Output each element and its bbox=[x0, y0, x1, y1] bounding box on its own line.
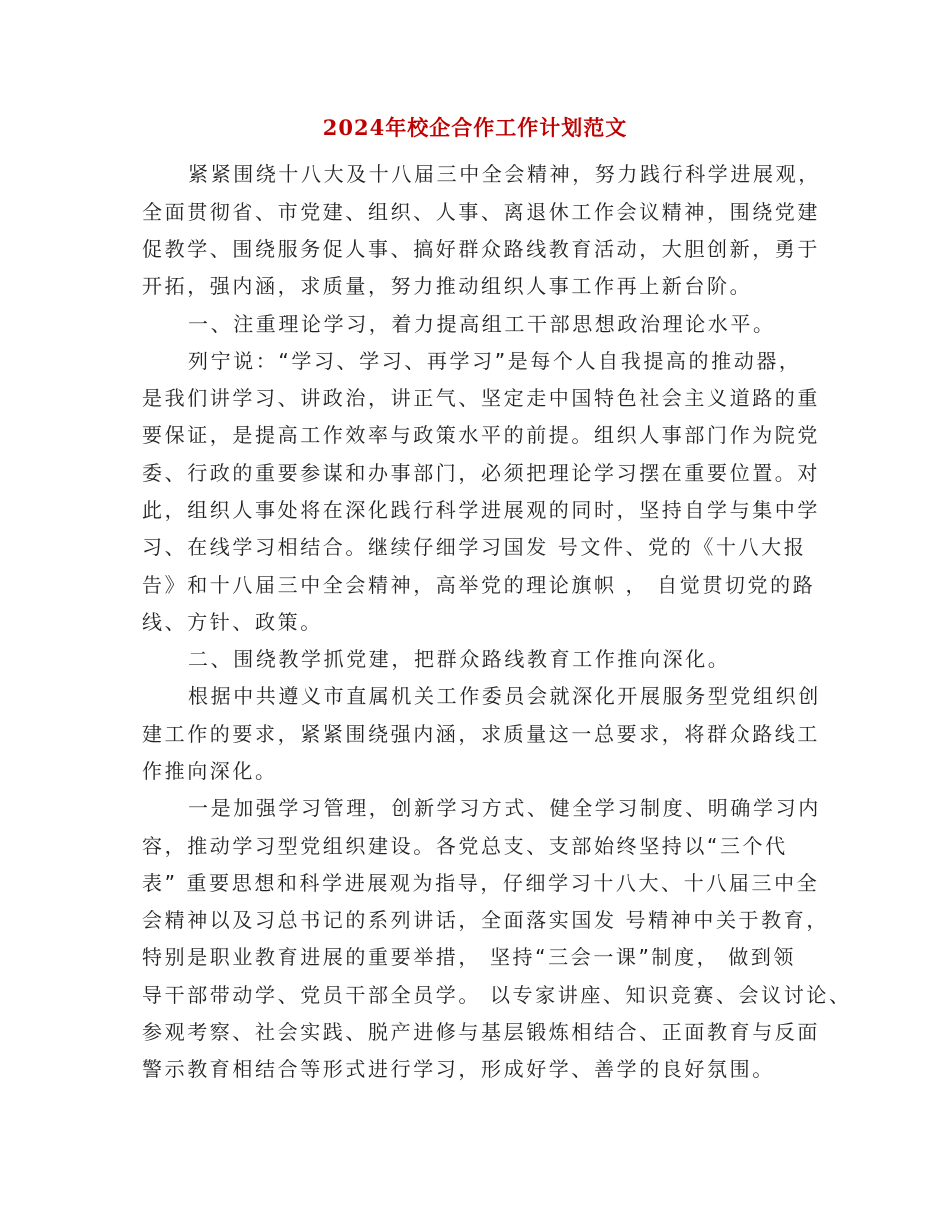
text-line: 促教学、围绕服务促人事、搞好群众路线教育活动，大胆创新，勇于 bbox=[142, 237, 820, 261]
text-line: 一、注重理论学习，着力提高组工干部思想政治理论水平。 bbox=[188, 312, 776, 336]
text-line: 根据中共遵义市直属机关工作委员会就深化开展服务型党组织创 bbox=[188, 684, 821, 708]
text-line: 紧紧围绕十八大及十八届三中全会精神，努力践行科学进展观， bbox=[188, 162, 821, 186]
text-line: 要保证，是提高工作效率与政策水平的前提。组织人事部门作为院党 bbox=[142, 423, 820, 447]
text-line: 作推向深化。 bbox=[142, 759, 278, 783]
text-line: 特别是职业教育进展的重要举措， 坚持“三会一课”制度， 做到领 bbox=[142, 945, 797, 969]
text-line: 参观考察、社会实践、脱产进修与基层锻炼相结合、正面教育与反面 bbox=[142, 1020, 820, 1044]
text-line: 导干部带动学、党员干部全员学。 以专家讲座、知识竞赛、会议讨论、 bbox=[142, 983, 852, 1007]
text-line: 会精神以及习总书记的系列讲话，全面落实国发 号精神中关于教育， bbox=[142, 908, 829, 932]
text-line: 此，组织人事处将在深化践行科学进展观的同时，坚持自学与集中学 bbox=[142, 498, 820, 522]
text-line: 一是加强学习管理，创新学习方式、健全学习制度、明确学习内 bbox=[188, 796, 821, 820]
text-line: 列宁说：“学习、学习、再学习”是每个人自我提高的推动器， bbox=[188, 349, 802, 373]
text-line: 警示教育相结合等形式进行学习，形成好学、善学的良好氛围。 bbox=[142, 1057, 775, 1081]
text-line: 二、围绕教学抓党建，把群众路线教育工作推向深化。 bbox=[188, 647, 731, 671]
text-line: 表” 重要思想和科学进展观为指导，仔细学习十八大、十八届三中全 bbox=[142, 871, 820, 895]
text-line: 容，推动学习型党组织建设。各党总支、支部始终坚持以“三个代 bbox=[142, 834, 788, 858]
text-line: 全面贯彻省、市党建、组织、人事、离退休工作会议精神，围绕党建 bbox=[142, 200, 820, 224]
text-line: 委、行政的重要参谋和办事部门，必须把理论学习摆在重要位置。对 bbox=[142, 461, 820, 485]
document-title: 2024年校企合作工作计划范文 bbox=[322, 115, 628, 140]
text-line: 是我们讲学习、讲政治，讲正气、坚定走中国特色社会主义道路的重 bbox=[142, 386, 820, 410]
text-line: 告》和十八届三中全会精神，高举党的理论旗帜 ， 自觉贯切党的路 bbox=[142, 573, 816, 597]
text-line: 习、在线学习相结合。继续仔细学习国发 号文件、党的《十八大报 bbox=[142, 535, 807, 559]
text-line: 线、方针、政策。 bbox=[142, 610, 323, 634]
text-line: 建工作的要求，紧紧围绕强内涵，求质量这一总要求，将群众路线工 bbox=[142, 722, 820, 746]
text-line: 开拓，强内涵，求质量，努力推动组织人事工作再上新台阶。 bbox=[142, 274, 753, 298]
